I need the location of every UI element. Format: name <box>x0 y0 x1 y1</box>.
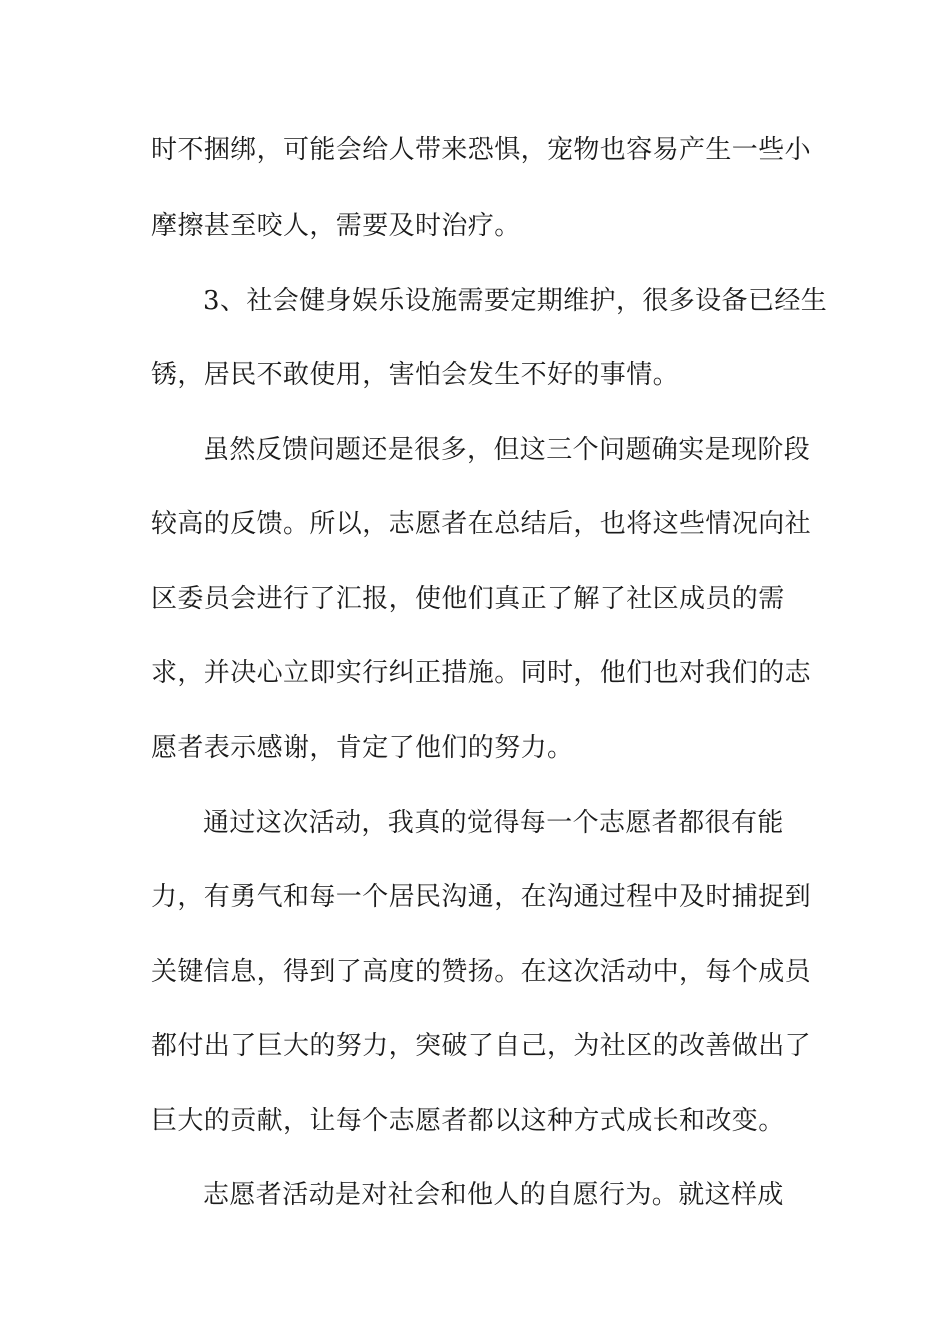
text-line: 区委员会进行了汇报，使他们真正了解了社区成员的需 <box>151 584 785 614</box>
text-line: 摩擦甚至咬人，需要及时治疗。 <box>151 211 521 241</box>
text-line: 关键信息，得到了高度的赞扬。在这次活动中，每个成员 <box>151 957 812 987</box>
text-line: 时不捆绑，可能会给人带来恐惧，宠物也容易产生一些小 <box>151 135 812 165</box>
text-line: 力，有勇气和每一个居民沟通，在沟通过程中及时捕捉到 <box>151 882 812 912</box>
text-line: 较高的反馈。所以，志愿者在总结后，也将这些情况向社 <box>151 509 812 539</box>
text-line: 通过这次活动，我真的觉得每一个志愿者都很有能 <box>203 808 784 838</box>
text-line: 都付出了巨大的努力，突破了自己，为社区的改善做出了 <box>151 1031 812 1061</box>
text-line: 志愿者活动是对社会和他人的自愿行为。就这样成 <box>203 1180 784 1210</box>
text-line: 虽然反馈问题还是很多，但这三个问题确实是现阶段 <box>203 435 811 465</box>
text-line: 巨大的贡献，让每个志愿者都以这种方式成长和改变。 <box>151 1106 785 1136</box>
text-line: 愿者表示感谢，肯定了他们的努力。 <box>151 733 574 763</box>
text-line: 3、社会健身娱乐设施需要定期维护，很多设备已经生 <box>203 286 828 316</box>
text-line: 求，并决心立即实行纠正措施。同时，他们也对我们的志 <box>151 658 812 688</box>
text-line: 锈，居民不敢使用，害怕会发生不好的事情。 <box>151 360 680 390</box>
